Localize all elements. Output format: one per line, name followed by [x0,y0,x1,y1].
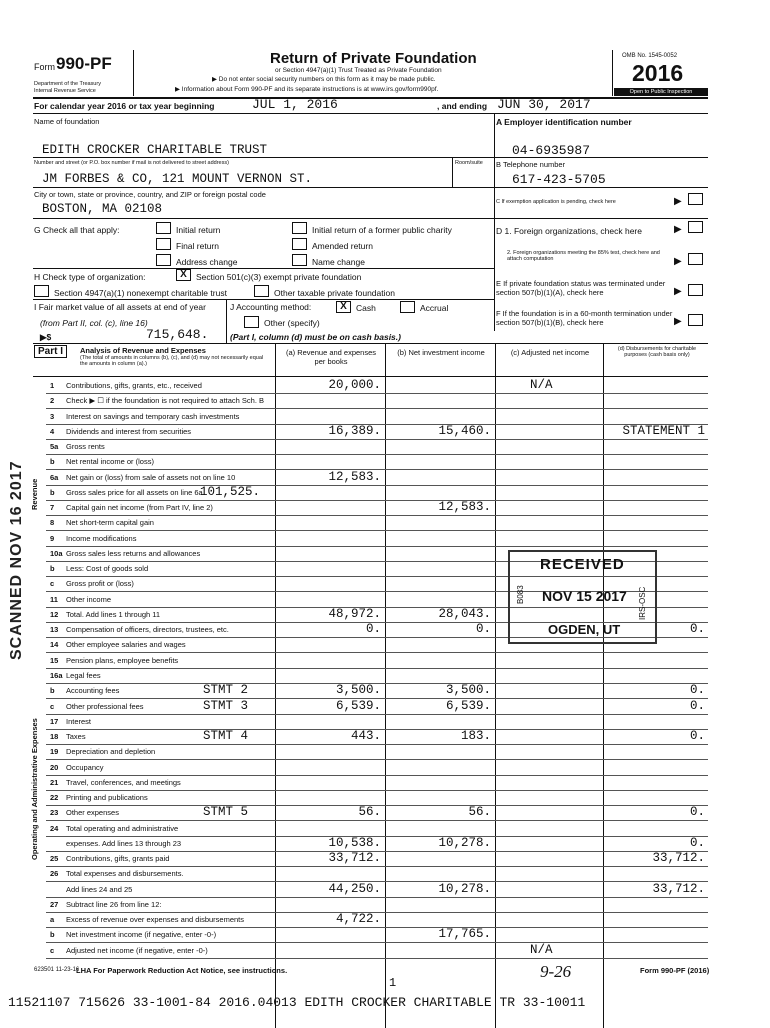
row-label: Accounting fees [66,686,120,695]
row-col-a: 4,722. [335,912,381,926]
row-label: Check ▶ ☐ if the foundation is not required to attach Sch. B [66,396,265,405]
row-col-b: 6,539. [445,699,491,713]
row-number: 11 [50,595,58,604]
row-col-a: 33,712. [328,851,381,865]
row-label: Net rental income or (loss) [66,457,154,466]
row-divider [46,775,708,776]
d1-label: D 1. Foreign organizations, check here [496,226,642,236]
row-col-b: 183. [460,729,491,743]
row-number: 17 [50,717,59,726]
row-label: Add lines 24 and 25 [66,885,133,894]
i-sub: (from Part II, col. (c), line 16) [40,318,148,328]
row-divider [46,790,708,791]
instr-info: ▶ Information about Form 990-PF and its separate instructions is at www.irs.gov/form990pf. [175,86,439,93]
open-inspection: Open to Public Inspection [614,88,708,96]
row-divider [46,439,708,440]
fmv-value: 715,648. [146,327,209,342]
row-number: 1 [50,381,55,390]
row-label: Contributions, gifts, grants, etc., received [66,381,202,390]
row-number: b [50,488,55,497]
phone-value: 617-423-5705 [512,172,606,187]
row-divider [46,408,708,409]
row-label: Pension plans, employee benefits [66,656,179,665]
and-ending-label: , and ending [437,101,488,111]
row-label: Income modifications [66,534,137,543]
arrow-icon: ▶ [674,256,682,267]
final-return-label: Final return [176,241,219,251]
row-divider [46,714,708,715]
h-opt1-label: Section 501(c)(3) exempt private foundation [196,272,362,282]
accrual-checkbox[interactable] [400,301,415,313]
row-number: 12 [50,610,59,619]
d2-label: 2. Foreign organizations meeting the 85% test, check here and attach computation [507,250,660,262]
initial-former-checkbox[interactable] [292,222,307,234]
received-stamp [508,550,657,644]
footer-lha: LHA For Paperwork Reduction Act Notice, see instructions. [76,966,288,975]
row-label: Depreciation and depletion [66,747,156,756]
address-change-checkbox[interactable] [156,254,171,266]
row-divider [46,927,708,928]
amended-return-label: Amended return [312,241,373,251]
scanned-stamp: SCANNED NOV 16 2017 [8,460,25,660]
c-checkbox[interactable] [688,193,703,205]
row-number: 20 [50,763,59,772]
street-label: Number and street (or P.O. box number if mail is not delivered to street address) [34,160,229,166]
cash-checkbox[interactable]: X [336,301,351,313]
j-note: (Part I, column (d) must be on cash basis.) [230,332,401,342]
initial-return-label: Initial return [176,225,221,235]
row-col-a: 16,389. [328,424,381,438]
form-title: Return of Private Foundation [270,50,477,67]
footer-signature: 9-26 [540,962,572,981]
row-label: Net investment income (if negative, enter -0-) [66,930,217,939]
row-number: 21 [50,778,59,787]
row-number: b [50,686,55,695]
foundation-name: EDITH CROCKER CHARITABLE TRUST [42,143,268,157]
omb-number: OMB No. 1545-0052 [622,53,678,59]
row-label: Gross rents [66,442,105,451]
row-col-b: 15,460. [438,424,491,438]
arrow-icon: ▶ [674,286,682,297]
row-col-c: N/A [530,943,553,957]
col-b-header: (b) Net investment income [397,348,485,357]
row-label: expenses. Add lines 13 through 23 [66,839,182,848]
g-label: G Check all that apply: [34,225,120,235]
row-number: c [50,946,55,955]
row-label: Net short-term capital gain [66,518,154,527]
form-subtitle: or Section 4947(a)(1) Trust Treated as Private Foundation [275,67,442,74]
foundation-name-label: Name of foundation [34,117,100,126]
h-opt3-label: Other taxable private foundation [274,288,395,298]
col-c-header: (c) Adjusted net income [510,348,590,357]
name-change-label: Name change [312,257,365,267]
irs-label: Internal Revenue Service [34,88,96,94]
row-col-d: 0. [689,836,705,850]
row-number: 2 [50,396,55,405]
row-divider [46,744,708,745]
row-col-d: 0. [689,729,705,743]
row-divider [46,485,708,486]
row-divider [46,393,708,394]
dept-treasury: Department of the Treasury [34,81,101,87]
part-i-subtitle: (The total of amounts in columns (b), (c), and (d) may not necessarily equal the amounts in column (a).) [80,355,264,367]
row-label: Other income [66,595,112,604]
row-number: b [50,457,55,466]
row-label: Other employee salaries and wages [66,640,186,649]
name-change-checkbox[interactable] [292,254,307,266]
row-col-d: 0. [689,805,705,819]
row-divider [46,500,708,501]
ein-value: 04-6935987 [512,143,591,158]
row-number: 4 [50,427,55,436]
row-label: Occupancy [66,763,104,772]
address-change-label: Address change [176,257,238,267]
row-number: 10a [50,549,63,558]
row-label: Taxes [66,732,86,741]
row-divider [46,897,708,898]
row-col-a: 48,972. [328,607,381,621]
row-label: Gross profit or (loss) [66,579,134,588]
d1-checkbox[interactable] [688,221,703,233]
row-col-b: 56. [468,805,491,819]
h-opt2-label: Section 4947(a)(1) nonexempt charitable trust [54,288,227,298]
row-divider [46,942,708,943]
row-stmt: 101,525. [200,485,261,499]
row-label: Total expenses and disbursements. [66,869,184,878]
row-divider [46,668,708,669]
phone-label: B Telephone number [496,160,566,169]
row-number: 5a [50,442,59,451]
row-col-d: 0. [689,622,705,636]
row-col-a: 0. [365,622,381,636]
row-divider [46,652,708,653]
i-label: I Fair market value of all assets at end of year [34,302,206,312]
f-label: F If the foundation is in a 60-month termination under section 507(b)(1)(B), check here [496,309,673,327]
row-number: 7 [50,503,55,512]
row-stmt: STMT 4 [203,729,249,743]
stamp-date: NOV 15 2017 [542,588,627,604]
stamp-left-code: B083 [516,585,525,604]
row-label: Less: Cost of goods sold [66,564,149,573]
ein-label: A Employer identification number [496,117,632,127]
row-label: Total operating and administrative [66,824,179,833]
row-number: c [50,579,55,588]
row-col-a: 3,500. [335,683,381,697]
row-divider [46,866,708,867]
row-label: Gross sales less returns and allowances [66,549,201,558]
row-number: 8 [50,518,55,527]
h-501c3-checkbox[interactable]: X [176,269,191,281]
row-col-b: 28,043. [438,607,491,621]
footer-page: 1 [389,976,397,990]
row-number: a [50,915,55,924]
tax-year: 2016 [632,60,684,86]
row-col-a: 443. [350,729,381,743]
initial-former-label: Initial return of a former public charity [312,225,452,235]
amended-return-checkbox[interactable] [292,238,307,250]
part-i-label: Part I [34,345,67,358]
row-number: 25 [50,854,59,863]
row-label: Subtract line 26 from line 12: [66,900,162,909]
row-stmt: STMT 5 [203,805,249,819]
row-col-b: 12,583. [438,500,491,514]
row-label: Excess of revenue over expenses and disbursements [66,915,245,924]
row-col-a: 44,250. [328,882,381,896]
row-number: 3 [50,412,55,421]
form-prefix: Form [34,62,55,72]
row-label: Interest [66,717,92,726]
footer-code: 623501 11-23-16 [34,967,80,973]
row-number: 9 [50,534,55,543]
row-col-a: 10,538. [328,836,381,850]
row-col-d: 33,712. [652,882,705,896]
row-col-d: 0. [689,683,705,697]
row-number: 6a [50,473,59,482]
initial-return-checkbox[interactable] [156,222,171,234]
row-stmt: STMT 2 [203,683,249,697]
e-label: E If private foundation status was terminated under section 507(b)(1)(A), check here [496,279,666,297]
footer-form-ref: Form 990-PF (2016) [640,966,710,975]
row-label: Gross sales price for all assets on line 6a [66,488,203,497]
city-state-zip: BOSTON, MA 02108 [42,202,163,216]
row-col-a: 56. [358,805,381,819]
accrual-label: Accrual [420,303,449,313]
other-method-label: Other (specify) [264,318,320,328]
col-a-header: (a) Revenue and expenses per books [285,348,377,366]
row-divider [46,546,708,547]
row-col-b: 10,278. [438,882,491,896]
row-divider [46,530,708,531]
row-label: Other professional fees [66,702,144,711]
row-number: 19 [50,747,59,756]
row-label: Compensation of officers, directors, trustees, etc. [66,625,229,634]
row-number: 14 [50,640,59,649]
row-number: 26 [50,869,59,878]
row-number: 16a [50,671,63,680]
row-col-b: 3,500. [445,683,491,697]
row-label: Legal fees [66,671,101,680]
side-expenses-label: Operating and Administrative Expenses [30,718,39,860]
i-dollar: ▶$ [40,332,52,342]
row-number: 22 [50,793,59,802]
row-number: 24 [50,824,59,833]
row-label: Capital gain net income (from Part IV, line 2) [66,503,213,512]
row-divider [46,820,708,821]
instr-ssn: ▶ Do not enter social security numbers on this form as it may be made public. [212,76,436,83]
room-suite-label: Room/suite [455,160,483,166]
j-label: J Accounting method: [230,302,312,312]
row-col-d: 0. [689,699,705,713]
stamp-city: OGDEN, UT [548,622,621,637]
row-number: 18 [50,732,59,741]
period-end: JUN 30, 2017 [497,97,591,112]
period-begin: JUL 1, 2016 [252,97,338,112]
row-label: Total. Add lines 1 through 11 [66,610,161,619]
row-number: c [50,702,55,711]
row-number: 23 [50,808,59,817]
row-label: Travel, conferences, and meetings [66,778,181,787]
row-col-a: 12,583. [328,470,381,484]
final-return-checkbox[interactable] [156,238,171,250]
form-number: 990-PF [56,54,112,73]
row-divider [46,958,708,959]
row-col-a: 20,000. [328,378,381,392]
stamp-received: RECEIVED [540,556,625,573]
stamp-right-code: IRS-OSC [638,586,647,620]
arrow-icon: ▶ [674,316,682,327]
row-divider [46,515,708,516]
row-number: 13 [50,625,59,634]
row-col-b: 17,765. [438,927,491,941]
side-revenue-label: Revenue [30,478,39,510]
bottom-line: 11521107 715626 33-1001-84 2016.04013 EDITH CROCKER CHARITABLE TR 33-10011 [8,995,586,1010]
city-label: City or town, state or province, country, and ZIP or foreign postal code [34,190,266,199]
col-d-header: (d) Disbursements for charitable purposes (cash basis only) [617,346,697,358]
row-label: Adjusted net income (if negative, enter -0-) [66,946,208,955]
row-col-d: 33,712. [652,851,705,865]
row-label: Contributions, gifts, grants paid [66,854,170,863]
row-col-b: 10,278. [438,836,491,850]
row-col-a: 6,539. [335,699,381,713]
part-i-title: Analysis of Revenue and Expenses [80,346,206,355]
h-other-checkbox[interactable] [254,285,269,297]
c-label: C If exemption application is pending, check here [496,199,616,205]
row-stmt: STMT 3 [203,699,249,713]
row-label: Other expenses [66,808,119,817]
row-number: b [50,930,55,939]
arrow-icon: ▶ [674,224,682,235]
row-label: Printing and publications [66,793,148,802]
row-divider [46,454,708,455]
h-label: H Check type of organization: [34,272,146,282]
period-label: For calendar year 2016 or tax year beginning [34,101,215,111]
other-method-checkbox[interactable] [244,316,259,328]
row-divider [46,759,708,760]
row-number: 27 [50,900,59,909]
row-col-d: STATEMENT 1 [622,424,705,438]
e-checkbox[interactable] [688,284,703,296]
row-number: 15 [50,656,59,665]
arrow-icon: ▶ [674,196,682,207]
f-checkbox[interactable] [688,314,703,326]
h-4947-checkbox[interactable] [34,285,49,297]
row-label: Interest on savings and temporary cash investments [66,412,240,421]
row-label: Net gain or (loss) from sale of assets not on line 10 [66,473,236,482]
row-col-c: N/A [530,378,553,392]
d2-checkbox[interactable] [688,253,703,265]
street-address: JM FORBES & CO, 121 MOUNT VERNON ST. [42,172,313,186]
row-col-b: 0. [475,622,491,636]
cash-label: Cash [356,303,376,313]
row-number: b [50,564,55,573]
row-label: Dividends and interest from securities [66,427,192,436]
